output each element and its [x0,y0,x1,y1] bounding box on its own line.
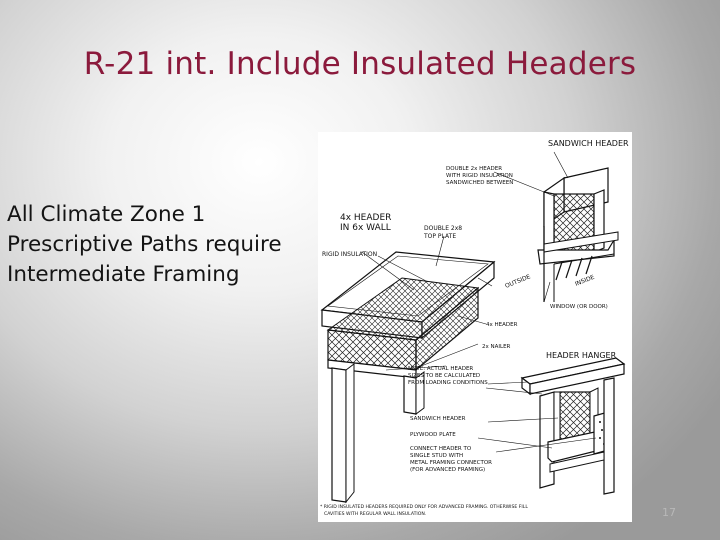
label-note: SIZES TO BE CALCULATED [408,373,481,379]
body-line: All Climate Zone 1 [7,202,206,227]
label-double-2x8: TOP PLATE [424,233,457,240]
label-2x-nailer: 2x NAILER [482,344,511,350]
label-rigid-insulation: RIGID INSULATION [322,251,378,258]
label-footnote: * RIGID INSULATED HEADERS REQUIRED ONLY FOR ADVANCED FRAMING. OTHERWISE FILL [320,505,528,510]
slide-title: R-21 int. Include Insulated Headers [83,46,637,82]
slide-body-text [7,200,312,290]
label-connect-header: SINGLE STUD WITH [410,453,464,459]
label-note: NOTE: ACTUAL HEADER [408,366,474,372]
label-4x-header-small: 4x HEADER [486,322,518,328]
body-line: Prescriptive Paths require [7,232,282,257]
label-connect-header: (FOR ADVANCED FRAMING) [410,467,486,473]
header-drawing [318,132,632,522]
label-double-2x8: DOUBLE 2x8 [424,225,463,232]
label-double-2x-header: WITH RIGID INSULATION [446,173,513,179]
header-hanger-detail [478,358,624,494]
body-line: Intermediate Framing [7,262,240,287]
label-window-or-door: WINDOW (OR DOOR) [550,304,608,310]
label-connect-header: CONNECT HEADER TO [410,446,472,452]
label-double-2x-header: DOUBLE 2x HEADER [446,166,503,172]
label-footnote: CAVITIES WITH REGULAR WALL INSULATION. [324,512,427,517]
label-4x-header: 4x HEADER [340,213,392,223]
label-double-2x-header: SANDWICHED BETWEEN [446,180,514,186]
label-outside: OUTSIDE [504,273,532,290]
label-sandwich-header-small: SANDWICH HEADER [410,416,466,422]
label-inside: INSIDE [574,273,596,288]
label-sandwich-header: SANDWICH HEADER [548,139,629,148]
label-plywood-plate: PLYWOOD PLATE [410,432,456,438]
page-number: 17 [662,506,676,519]
label-4x-header: IN 6x WALL [340,223,391,233]
label-connect-header: METAL FRAMING CONNECTOR [410,460,492,466]
label-header-hanger: HEADER HANGER [546,351,617,360]
insulated-header-diagram [318,132,632,522]
label-note: FROM LOADING CONDITIONS [408,380,488,386]
